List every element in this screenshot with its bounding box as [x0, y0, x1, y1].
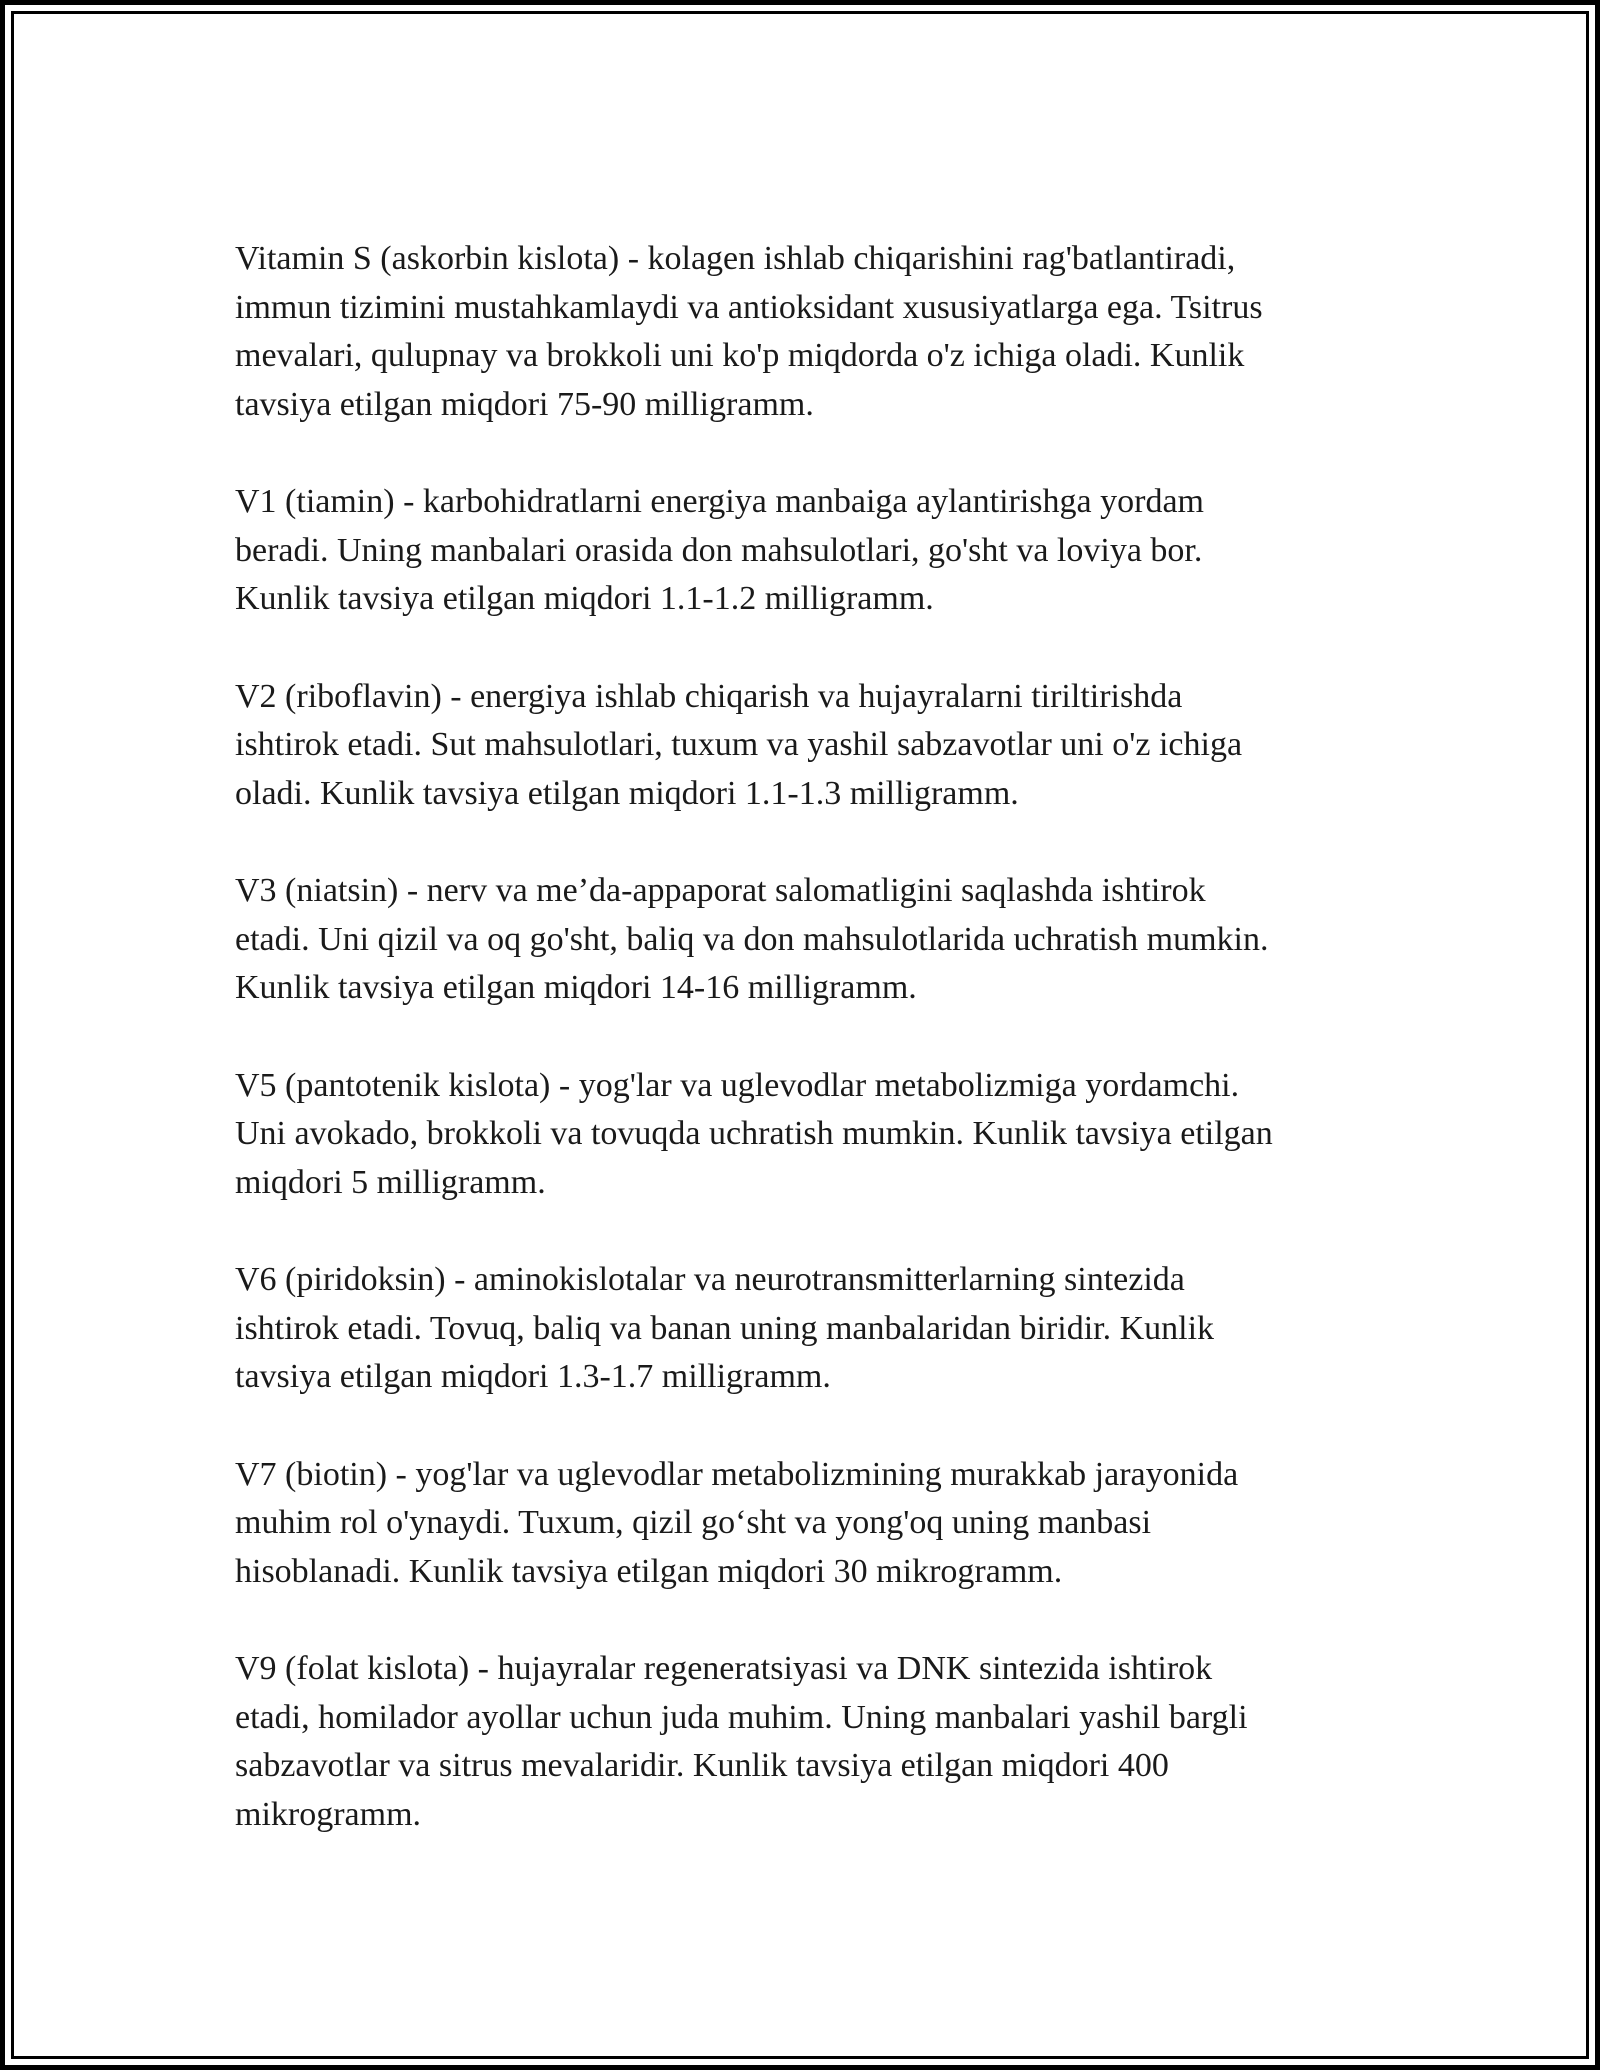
text-line: V1 (tiamin) - karbohidratlarni energiya manbaiga aylantirishga yordam	[235, 483, 1204, 520]
paragraph-v6	[235, 1256, 1365, 1402]
text-line: mikrogramm.	[235, 1795, 422, 1833]
text-line: Kunlik tavsiya etilgan miqdori 1.1-1.2 milligramm.	[235, 580, 934, 617]
text-line: Uni avokado, brokkoli va tovuqda uchratish mumkin. Kunlik tavsiya etilgan	[235, 1115, 1273, 1152]
text-line: etadi. Uni qizil va oq go'sht, baliq va don mahsulotlarida uchratish mumkin.	[235, 920, 1269, 958]
text-line: Vitamin S (askorbin kislota) - kolagen ishlab chiqarishini rag'batlantiradi,	[235, 240, 1236, 277]
paragraph-vitamin-s	[235, 235, 1365, 429]
text-line: V9 (folat kislota) - hujayralar regeneratsiyasi va DNK sintezida ishtirok	[235, 1650, 1213, 1687]
text-line: muhim rol o'ynaydi. Tuxum, qizil go‘sht va yong'oq uning manbasi	[235, 1504, 1152, 1541]
text-line: tavsiya etilgan miqdori 75-90 milligramm.	[235, 385, 814, 423]
text-line: V7 (biotin) - yog'lar va uglevodlar metabolizmining murakkab jarayonida	[235, 1455, 1239, 1493]
text-line: ishtirok etadi. Tovuq, baliq va banan uning manbalaridan biridir. Kunlik	[235, 1309, 1215, 1347]
paragraph-v5	[235, 1062, 1365, 1208]
paragraph-v2	[235, 673, 1365, 819]
text-line: oladi. Kunlik tavsiya etilgan miqdori 1.1-1.3 milligramm.	[235, 774, 1019, 812]
text-line: mevalari, qulupnay va brokkoli uni ko'p miqdorda o'z ichiga oladi. Kunlik	[235, 337, 1245, 374]
text-line: V2 (riboflavin) - energiya ishlab chiqarish va hujayralarni tiriltirishda	[235, 677, 1183, 715]
text-line: Kunlik tavsiya etilgan miqdori 14-16 milligramm.	[235, 969, 917, 1006]
text-line: V6 (piridoksin) - aminokislotalar va neurotransmitterlarning sintezida	[235, 1261, 1185, 1298]
text-line: ishtirok etadi. Sut mahsulotlari, tuxum va yashil sabzavotlar uni o'z ichiga	[235, 726, 1243, 763]
text-line: immun tizimini mustahkamlaydi va antioksidant xususiyatlarga ega. Tsitrus	[235, 288, 1263, 326]
text-line: beradi. Uning manbalari orasida don mahsulotlari, go'sht va loviya bor.	[235, 531, 1203, 569]
document-body	[235, 235, 1365, 1888]
paragraph-v9	[235, 1645, 1365, 1839]
paragraph-v7	[235, 1451, 1365, 1597]
text-line: tavsiya etilgan miqdori 1.3-1.7 milligramm.	[235, 1358, 831, 1395]
text-line: V5 (pantotenik kislota) - yog'lar va uglevodlar metabolizmiga yordamchi.	[235, 1066, 1240, 1104]
text-line: etadi, homilador ayollar uchun juda muhim. Uning manbalari yashil bargli	[235, 1698, 1248, 1736]
text-line: sabzavotlar va sitrus mevalaridir. Kunlik tavsiya etilgan miqdori 400	[235, 1747, 1169, 1784]
paragraph-v1	[235, 478, 1365, 624]
text-line: hisoblanadi. Kunlik tavsiya etilgan miqdori 30 mikrogramm.	[235, 1552, 1063, 1590]
paragraph-v3	[235, 867, 1365, 1013]
text-line: V3 (niatsin) - nerv va me’da-appaporat salomatligini saqlashda ishtirok	[235, 872, 1206, 909]
text-line: miqdori 5 milligramm.	[235, 1163, 546, 1201]
